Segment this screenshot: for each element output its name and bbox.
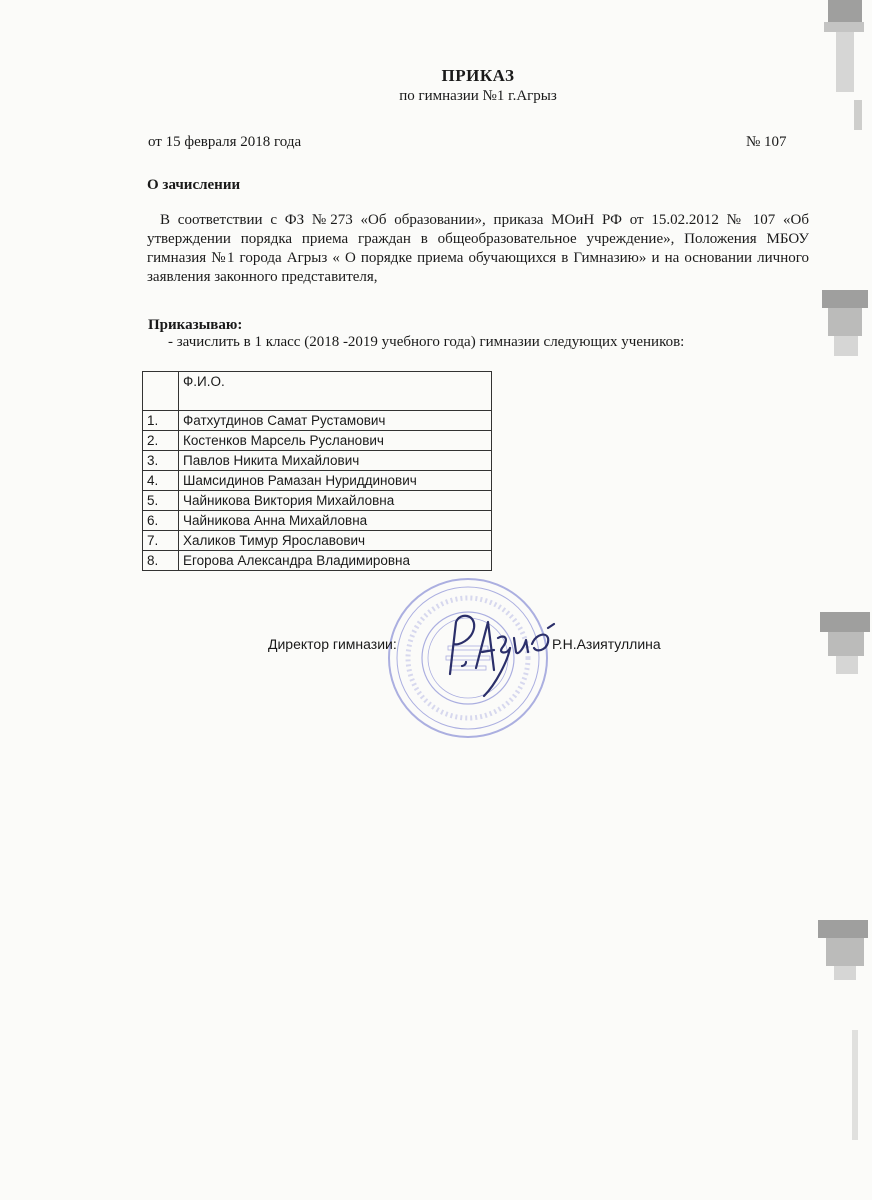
- document-subject: О зачислении: [147, 177, 241, 193]
- row-num: 1.: [143, 411, 179, 431]
- row-num: 2.: [143, 431, 179, 451]
- table-row: [143, 551, 492, 571]
- table-row: [143, 431, 492, 451]
- row-name: Павлов Никита Михайлович: [179, 451, 492, 471]
- table-row: [143, 491, 492, 511]
- document-title: ПРИКАЗ: [441, 66, 515, 85]
- director-name: Р.Н.Азиятуллина: [552, 636, 661, 652]
- document-subtitle: по гимназии №1 г.Агрыз: [399, 88, 557, 104]
- table-row: [143, 531, 492, 551]
- row-name: Шамсидинов Рамазан Нуриддинович: [179, 471, 492, 491]
- document-basis-paragraph: В соответствии с ФЗ №273 «Об образовании», приказа МОиН РФ от 15.02.2012 № 107 «Об утверждении порядка приема граждан в общеобразовательное учреждение», Положения МБОУ гимназия №1 города Агрыз « О порядке приема обучающихся в Гимназию» и на основании личного заявления законного представителя,: [147, 212, 809, 285]
- row-num: 4.: [143, 471, 179, 491]
- row-num: 3.: [143, 451, 179, 471]
- document-date: от 15 февраля 2018 года: [148, 134, 302, 150]
- scan-edge-noise: [806, 0, 872, 1200]
- order-item: - зачислить в 1 класс (2018 -2019 учебного года) гимназии следующих учеников:: [168, 334, 685, 350]
- row-num: 7.: [143, 531, 179, 551]
- signature-icon: [436, 604, 568, 704]
- director-label: Директор гимназии:: [268, 636, 397, 652]
- header-num-cell: [143, 372, 179, 411]
- row-name: Чайникова Анна Михайловна: [179, 511, 492, 531]
- header-name-cell: Ф.И.О.: [179, 372, 492, 411]
- table-row: [143, 451, 492, 471]
- table-row: [143, 511, 492, 531]
- table-row: [143, 411, 492, 431]
- row-num: 5.: [143, 491, 179, 511]
- table-header-row: [143, 372, 492, 411]
- row-num: 6.: [143, 511, 179, 531]
- row-name: Фатхутдинов Самат Рустамович: [179, 411, 492, 431]
- row-name: Костенков Марсель Русланович: [179, 431, 492, 451]
- row-name: Егорова Александра Владимировна: [179, 551, 492, 571]
- row-name: Чайникова Виктория Михайловна: [179, 491, 492, 511]
- document-number: № 107: [746, 134, 787, 150]
- row-name: Халиков Тимур Ярославович: [179, 531, 492, 551]
- order-heading: Приказываю:: [148, 317, 243, 333]
- table-row: [143, 471, 492, 491]
- students-table: [142, 371, 492, 571]
- row-num: 8.: [143, 551, 179, 571]
